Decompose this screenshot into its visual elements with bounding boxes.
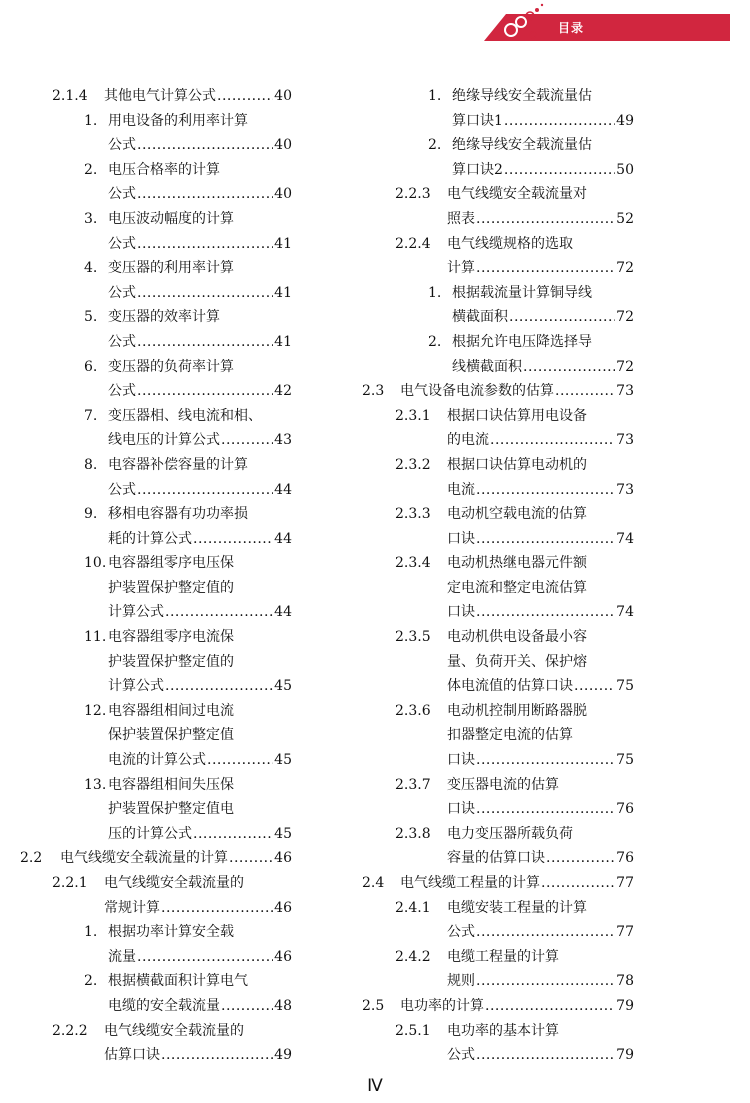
toc-entry[interactable]: [395, 945, 634, 994]
toc-entry-title-line: 计算公式: [108, 678, 164, 695]
toc-entry-number: 2.3.1: [395, 407, 431, 424]
toc-entry-title-line: 线横截面积: [452, 358, 522, 375]
dot-leader: [555, 379, 615, 404]
toc-entry-page: 40: [274, 137, 292, 154]
toc-entry-title-line: 口诀: [447, 530, 475, 547]
toc-entry-leader-line: [400, 994, 634, 1019]
dot-leader: [137, 232, 273, 257]
section-title: 目录: [558, 21, 585, 35]
toc-entry-number: 2.4: [362, 875, 385, 891]
toc-entry[interactable]: [395, 502, 634, 551]
toc-entry-page: 78: [616, 973, 634, 990]
toc-entry-leader-line: [108, 232, 292, 257]
toc-entry-title-line: 其他电气计算公式: [104, 88, 216, 104]
toc-entry-title-line: 横截面积: [452, 309, 508, 326]
toc-entry[interactable]: [395, 1019, 634, 1068]
toc-entry-page: 41: [274, 333, 292, 350]
toc-entry-number: 2.4.2: [395, 948, 431, 965]
toc-entry-title-line: 口诀: [447, 752, 475, 769]
toc-entry-page: 79: [616, 997, 634, 1014]
toc-entry-title-line: 线电压的计算公式: [108, 432, 220, 449]
toc-entry-title-line: 电功率的计算: [400, 997, 484, 1014]
toc-entry-number: 10.: [84, 555, 107, 572]
toc-entry[interactable]: [84, 404, 292, 453]
dot-leader: [137, 182, 273, 207]
toc-entry-title-line: 变压器电流的估算: [447, 776, 559, 793]
toc-entry-number: 3.: [84, 210, 98, 227]
toc-entry-title-line: 电功率的基本计算: [447, 1022, 559, 1039]
toc-entry[interactable]: [395, 551, 634, 625]
toc-entry[interactable]: [84, 699, 292, 773]
toc-entry-number: 2.2.2: [52, 1022, 88, 1039]
dot-leader: [193, 822, 273, 847]
toc-entry-title-line: 根据口诀估算用电设备: [447, 407, 587, 424]
toc-entry-page: 72: [616, 358, 634, 375]
toc-entry-leader-line: [104, 896, 292, 921]
toc-entry[interactable]: [84, 625, 292, 699]
dot-leader: [546, 846, 615, 871]
toc-entry-number: 2.2.4: [395, 235, 431, 252]
toc-entry-title-line: 变压器的效率计算: [108, 309, 220, 326]
toc-entry[interactable]: [395, 453, 634, 502]
toc-entry-leader-line: [400, 379, 634, 404]
toc-entry-title-line: 电气线缆安全载流量的: [104, 1022, 244, 1039]
toc-entry-page: 40: [274, 186, 292, 203]
toc-entry-number: 2.1.4: [52, 88, 88, 104]
toc-entry-title-line: 用电设备的利用率计算: [108, 112, 248, 129]
toc-entry-page: 50: [616, 161, 634, 178]
toc-entry-title-line: 公式: [108, 137, 136, 154]
toc-entry-leader-line: [104, 1043, 292, 1068]
decorative-circles-icon: [497, 2, 549, 42]
toc-entry-number: 1.: [84, 112, 98, 129]
toc-entry-page: 46: [274, 899, 292, 916]
toc-entry-leader-line: [447, 748, 634, 773]
dot-leader: [221, 428, 273, 453]
toc-entry-page: 41: [274, 284, 292, 301]
toc-entry[interactable]: [395, 182, 634, 231]
toc-entry-number: 2.: [84, 973, 98, 990]
toc-entry-title-line: 计算: [447, 260, 475, 277]
toc-entry-page: 73: [616, 383, 634, 400]
toc-entry-number: 5.: [84, 309, 98, 326]
toc-entry[interactable]: [362, 379, 634, 404]
toc-entry-title-line: 电流的计算公式: [108, 752, 206, 769]
toc-entry-title-line: 绝缘导线安全载流量估: [452, 88, 592, 104]
toc-entry-page: 46: [274, 850, 292, 867]
toc-entry-title-line: 电容器组零序电压保: [108, 555, 234, 572]
toc-entry-title-line: 压的计算公式: [108, 825, 192, 842]
toc-entry-leader-line: [108, 379, 292, 404]
toc-entry-number: 2.3.7: [395, 776, 431, 793]
toc-entry[interactable]: [428, 84, 634, 133]
dot-leader: [161, 896, 273, 921]
toc-entry-leader-line: [452, 109, 634, 134]
toc-entry-title-line: 规则: [447, 973, 475, 990]
toc-entry-leader-line: [60, 846, 292, 871]
toc-entry-leader-line: [447, 920, 634, 945]
toc-entry-title-line: 根据功率计算安全载: [108, 924, 234, 941]
page-number: Ⅳ: [367, 1076, 383, 1096]
toc-entry-title-line: 计算公式: [108, 604, 164, 621]
toc-entry-page: 44: [274, 481, 292, 498]
toc-entry-title-line: 算口诀1: [452, 112, 503, 129]
toc-entry-number: 8.: [84, 456, 98, 473]
toc-entry-title-line: 电气设备电流参数的估算: [400, 383, 554, 400]
toc-entry[interactable]: [84, 355, 292, 404]
toc-entry-title-line: 电气线缆安全载流量的计算: [60, 850, 228, 867]
toc-entry-page: 48: [274, 997, 292, 1014]
toc-entry-page: 49: [616, 112, 634, 129]
toc-entry-title-line: 根据横截面积计算电气: [108, 973, 248, 990]
toc-entry[interactable]: [395, 625, 634, 699]
toc-entry-title-line: 电容器组相间过电流: [108, 702, 234, 719]
dot-leader: [523, 355, 615, 380]
toc-entry[interactable]: [395, 699, 634, 773]
toc-entry-leader-line: [447, 478, 634, 503]
toc-entry-number: 2.5.1: [395, 1022, 431, 1039]
toc-entry-title-line: 流量: [108, 948, 136, 965]
toc-entry[interactable]: [362, 994, 634, 1019]
toc-entry-title-line: 公式: [108, 383, 136, 400]
toc-entry-title-line: 量、负荷开关、保护熔: [447, 653, 587, 670]
dot-leader: [476, 920, 615, 945]
toc-entry-leader-line: [108, 478, 292, 503]
toc-entry-leader-line: [452, 355, 634, 380]
toc-entry-number: 13.: [84, 776, 107, 793]
toc-entry-title-line: 护装置保护整定值电: [108, 801, 234, 818]
toc-entry-page: 45: [274, 825, 292, 842]
toc-entry-title-line: 变压器的负荷率计算: [108, 358, 234, 375]
dot-leader: [476, 797, 615, 822]
toc-entry-page: 40: [274, 88, 292, 104]
dot-leader: [193, 527, 273, 552]
toc-entry-page: 72: [616, 309, 634, 326]
toc-entry-leader-line: [452, 305, 634, 330]
toc-entry[interactable]: [84, 969, 292, 1018]
toc-entry-leader-line: [108, 281, 292, 306]
toc-entry-title-line: 电力变压器所载负荷: [447, 825, 573, 842]
dot-leader: [574, 674, 615, 699]
toc-entry[interactable]: [84, 305, 292, 354]
toc-entry-title-line: 电容器补偿容量的计算: [108, 456, 248, 473]
toc-entry-leader-line: [447, 600, 634, 625]
toc-entry[interactable]: [395, 822, 634, 871]
toc-entry[interactable]: [84, 920, 292, 969]
toc-entry-title-line: 公式: [108, 333, 136, 350]
toc-entry[interactable]: [362, 871, 634, 896]
toc-entry[interactable]: [428, 281, 634, 330]
toc-entry-title-line: 电气线缆安全载流量的: [104, 875, 244, 891]
dot-leader: [476, 207, 615, 232]
toc-entry-number: 2.2.1: [52, 875, 88, 891]
toc-entry-number: 2.3.2: [395, 456, 431, 473]
toc-entry-page: 73: [616, 481, 634, 498]
toc-entry-page: 72: [616, 260, 634, 277]
toc-entry-title-line: 根据口诀估算电动机的: [447, 456, 587, 473]
toc-entry-leader-line: [447, 846, 634, 871]
toc-entry-title-line: 电压波动幅度的计算: [108, 210, 234, 227]
toc-entry-title-line: 口诀: [447, 604, 475, 621]
toc-entry-title-line: 护装置保护整定值的: [108, 579, 234, 596]
toc-entry-number: 2.5: [362, 997, 385, 1014]
toc-entry-page: 74: [616, 604, 634, 621]
toc-entry-title-line: 电动机控制用断路器脱: [447, 702, 587, 719]
toc-entry-title-line: 容量的估算口诀: [447, 850, 545, 867]
toc-entry-number: 1.: [84, 924, 98, 941]
toc-column-right: [355, 84, 645, 1068]
toc-entry[interactable]: [84, 256, 292, 305]
dot-leader: [137, 330, 273, 355]
dot-leader: [490, 428, 615, 453]
toc-entry-title-line: 公式: [108, 186, 136, 203]
toc-entry[interactable]: [84, 453, 292, 502]
toc-entry[interactable]: [84, 109, 292, 158]
toc-entry-page: 43: [274, 432, 292, 449]
dot-leader: [509, 305, 615, 330]
dot-leader: [476, 748, 615, 773]
toc-entry-number: 2.3.3: [395, 506, 431, 523]
dot-leader: [476, 527, 615, 552]
toc-entry[interactable]: [428, 330, 634, 379]
toc-entry-title-line: 估算口诀: [104, 1047, 160, 1064]
toc-entry-title-line: 常规计算: [104, 899, 160, 916]
toc-entry-leader-line: [108, 945, 292, 970]
toc-entry-leader-line: [108, 428, 292, 453]
toc-entry-leader-line: [447, 797, 634, 822]
toc-entry-title-line: 定电流和整定电流估算: [447, 579, 587, 596]
toc-entry-title-line: 电容器组相间失压保: [108, 776, 234, 793]
toc-entry-leader-line: [447, 428, 634, 453]
toc-entry-title-line: 电气线缆规格的选取: [447, 235, 573, 252]
toc-entry-page: 77: [616, 924, 634, 941]
toc-entry-leader-line: [108, 994, 292, 1019]
dot-leader: [476, 1043, 615, 1068]
dot-leader: [504, 109, 615, 134]
toc-entry-leader-line: [452, 158, 634, 183]
dot-leader: [137, 379, 273, 404]
toc-entry-number: 2.: [84, 161, 98, 178]
toc-entry-title-line: 公式: [108, 235, 136, 252]
toc-entry-leader-line: [447, 527, 634, 552]
toc-column-left: [0, 84, 300, 1068]
toc-entry-leader-line: [108, 748, 292, 773]
toc-entry-number: 2.3.4: [395, 555, 431, 572]
toc-entry-number: 4.: [84, 260, 98, 277]
toc-entry-title-line: 电缆安装工程量的计算: [447, 899, 587, 916]
toc-entry-title-line: 耗的计算公式: [108, 530, 192, 547]
dot-leader: [137, 133, 273, 158]
toc-entry-leader-line: [447, 207, 634, 232]
toc-entry-page: 74: [616, 530, 634, 547]
toc-entry-title-line: 移相电容器有功功率损: [108, 506, 248, 523]
toc-entry-leader-line: [447, 969, 634, 994]
toc-entry-page: 77: [616, 875, 634, 891]
toc-entry-title-line: 绝缘导线安全载流量估: [452, 137, 592, 154]
toc-entry-title-line: 电缆的安全载流量: [108, 997, 220, 1014]
toc-entry-page: 75: [616, 678, 634, 695]
toc-entry-title-line: 的电流: [447, 432, 489, 449]
toc-entry-number: 2.3.6: [395, 702, 431, 719]
toc-entry-title-line: 保护装置保护整定值: [108, 727, 234, 744]
dot-leader: [217, 84, 273, 109]
dot-leader: [137, 945, 273, 970]
toc-entry-number: 6.: [84, 358, 98, 375]
toc-entry[interactable]: [20, 846, 292, 871]
toc-entry-title-line: 电动机热继电器元件额: [447, 555, 587, 572]
toc-entry-number: 2.3.8: [395, 825, 431, 842]
toc-entry-title-line: 根据允许电压降选择导: [452, 333, 592, 350]
toc-entry-page: 52: [616, 210, 634, 227]
toc-entry[interactable]: [52, 1019, 292, 1068]
toc-entry-title-line: 扣器整定电流的估算: [447, 727, 573, 744]
toc-entry-page: 45: [274, 752, 292, 769]
toc-entry-number: 7.: [84, 407, 98, 424]
toc-entry-leader-line: [108, 527, 292, 552]
toc-entry[interactable]: [395, 404, 634, 453]
toc-entry-page: 46: [274, 948, 292, 965]
toc-entry-leader-line: [400, 871, 634, 896]
toc-entry-leader-line: [447, 674, 634, 699]
toc-entry-title-line: 电缆工程量的计算: [447, 948, 559, 965]
toc-entry-number: 2.4.1: [395, 899, 431, 916]
toc-entry[interactable]: [84, 551, 292, 625]
toc-entry-number: 2.3: [362, 383, 385, 400]
toc-entry-leader-line: [447, 256, 634, 281]
toc-entry-title-line: 电压合格率的计算: [108, 161, 220, 178]
toc-entry-number: 12.: [84, 702, 107, 719]
dot-leader: [221, 994, 273, 1019]
toc-entry[interactable]: [84, 158, 292, 207]
toc-entry-title-line: 根据载流量计算铜导线: [452, 284, 592, 301]
toc-entry-leader-line: [108, 182, 292, 207]
toc-entry-title-line: 电气线缆工程量的计算: [400, 875, 540, 891]
toc-entry-leader-line: [108, 133, 292, 158]
toc-entry-page: 44: [274, 530, 292, 547]
toc-entry-title-line: 电动机供电设备最小容: [447, 629, 587, 646]
toc-entry-number: 1.: [428, 88, 442, 104]
dot-leader: [476, 600, 615, 625]
toc-entry-title-line: 变压器的利用率计算: [108, 260, 234, 277]
dot-leader: [541, 871, 615, 896]
toc-entry-title-line: 公式: [447, 924, 475, 941]
toc-entry-number: 11.: [84, 629, 107, 646]
toc-entry-leader-line: [108, 600, 292, 625]
toc-entry-page: 41: [274, 235, 292, 252]
toc-entry-page: 44: [274, 604, 292, 621]
toc-entry-title-line: 电动机空载电流的估算: [447, 506, 587, 523]
dot-leader: [165, 674, 273, 699]
dot-leader: [137, 478, 273, 503]
toc-entry-number: 2.3.5: [395, 629, 431, 646]
toc-entry-leader-line: [447, 1043, 634, 1068]
toc-entry-number: 2.: [428, 333, 442, 350]
dot-leader: [207, 748, 273, 773]
dot-leader: [476, 256, 615, 281]
toc-entry[interactable]: [428, 133, 634, 182]
toc-entry-title-line: 体电流值的估算口诀: [447, 678, 573, 695]
toc-entry-number: 9.: [84, 506, 98, 523]
toc-entry-page: 42: [274, 383, 292, 400]
toc-entry-number: 1.: [428, 284, 442, 301]
dot-leader: [137, 281, 273, 306]
toc-entry-title-line: 公式: [108, 481, 136, 498]
toc-entry-page: 45: [274, 678, 292, 695]
toc-entry-page: 49: [274, 1047, 292, 1064]
toc-entry-page: 73: [616, 432, 634, 449]
toc-entry-page: 75: [616, 752, 634, 769]
toc-entry-title-line: 算口诀2: [452, 161, 503, 178]
toc-entry-title-line: 电容器组零序电流保: [108, 629, 234, 646]
dot-leader: [476, 969, 615, 994]
toc-entry[interactable]: [395, 896, 634, 945]
toc-entry-title-line: 电气线缆安全载流量对: [447, 186, 587, 203]
toc-entry[interactable]: [52, 84, 292, 109]
toc-entry[interactable]: [395, 773, 634, 822]
toc-entry[interactable]: [52, 871, 292, 920]
toc-entry-leader-line: [108, 330, 292, 355]
toc-entry-number: 2.2: [20, 850, 43, 867]
toc-entry-number: 2.: [428, 137, 442, 154]
toc-entry-page: 76: [616, 850, 634, 867]
toc-entry-title-line: 公式: [108, 284, 136, 301]
dot-leader: [504, 158, 615, 183]
toc-entry[interactable]: [84, 207, 292, 256]
dot-leader: [476, 478, 615, 503]
toc-entry-title-line: 电流: [447, 481, 475, 498]
toc-entry[interactable]: [84, 502, 292, 551]
toc-entry-title-line: 变压器相、线电流和相、: [108, 407, 262, 424]
dot-leader: [229, 846, 273, 871]
toc-entry-leader-line: [104, 84, 292, 109]
toc-entry-title-line: 口诀: [447, 801, 475, 818]
toc-entry[interactable]: [395, 232, 634, 281]
toc-entry-page: 76: [616, 801, 634, 818]
toc-entry-leader-line: [108, 822, 292, 847]
toc-entry-title-line: 护装置保护整定值的: [108, 653, 234, 670]
toc-entry-title-line: 公式: [447, 1047, 475, 1064]
toc-entry-number: 2.2.3: [395, 186, 431, 203]
dot-leader: [161, 1043, 273, 1068]
dot-leader: [165, 600, 273, 625]
toc-entry-title-line: 照表: [447, 210, 475, 227]
toc-entry[interactable]: [84, 773, 292, 847]
toc-entry-leader-line: [108, 674, 292, 699]
toc-entry-page: 79: [616, 1047, 634, 1064]
dot-leader: [485, 994, 615, 1019]
